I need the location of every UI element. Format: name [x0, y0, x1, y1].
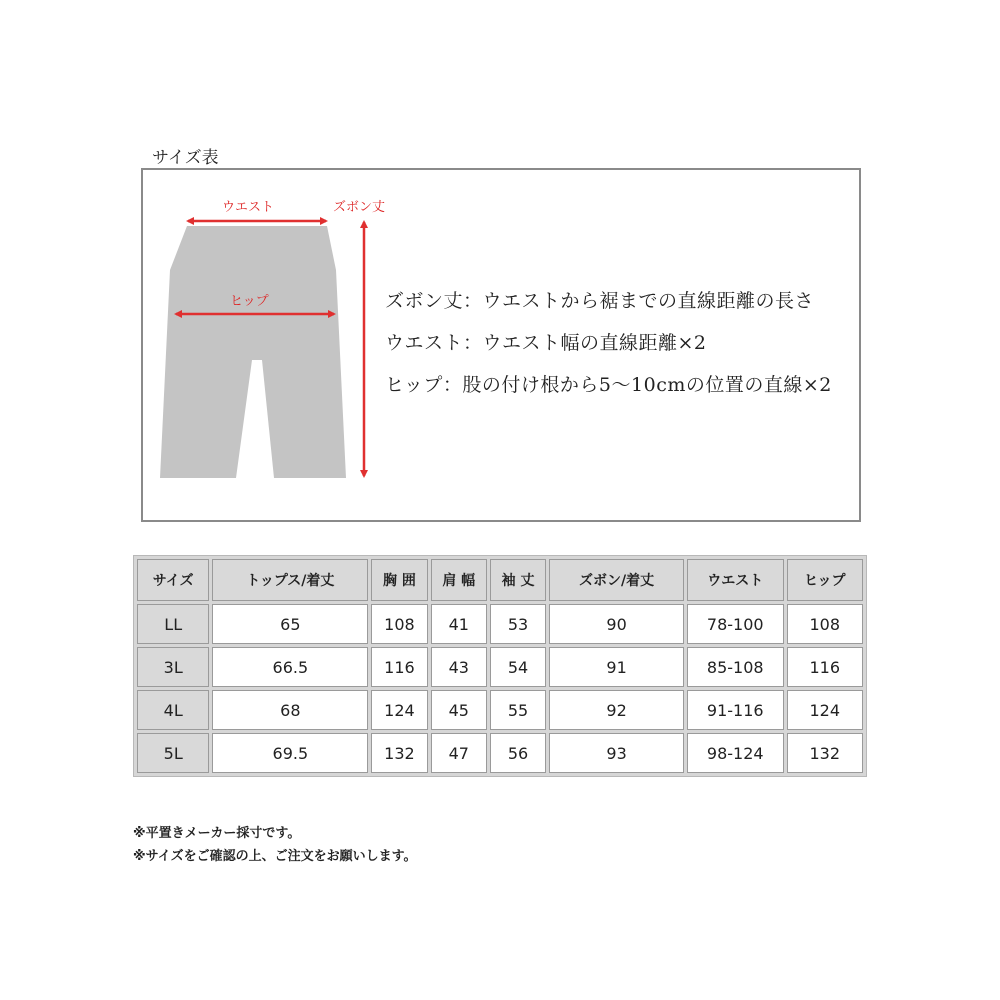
table-cell: 56 — [490, 733, 546, 773]
hip-description: ヒップ：股の付け根から5～10cmの位置の直線×2 — [385, 374, 832, 396]
header-hip: ヒップ — [787, 559, 863, 601]
table-cell: 90 — [549, 604, 684, 644]
table-row — [137, 733, 863, 773]
hip-label: ヒップ — [230, 294, 269, 309]
table-row — [137, 604, 863, 644]
table-cell: 66.5 — [212, 647, 368, 687]
table-cell: 65 — [212, 604, 368, 644]
size-cell: 3L — [137, 647, 209, 687]
table-row — [137, 647, 863, 687]
table-cell: 78-100 — [687, 604, 784, 644]
header-pants-length: ズボン/着丈 — [549, 559, 684, 601]
waist-description: ウエスト：ウエスト幅の直線距離×2 — [385, 332, 707, 354]
table-cell: 92 — [549, 690, 684, 730]
section-title: サイズ表 — [152, 148, 219, 168]
table-header-row — [137, 559, 863, 601]
note-confirm: ※サイズをご確認の上、ご注文をお願いします。 — [133, 849, 417, 864]
table-cell: 116 — [371, 647, 427, 687]
length-label: ズボン丈 — [333, 200, 386, 215]
table-row — [137, 690, 863, 730]
table-cell: 43 — [431, 647, 487, 687]
table-cell: 91 — [549, 647, 684, 687]
table-cell: 132 — [787, 733, 863, 773]
size-cell: 5L — [137, 733, 209, 773]
table-cell: 45 — [431, 690, 487, 730]
table-cell: 85-108 — [687, 647, 784, 687]
length-description: ズボン丈：ウエストから裾までの直線距離の長さ — [385, 290, 815, 312]
note-measurement: ※平置きメーカー採寸です。 — [133, 826, 301, 841]
table-cell: 47 — [431, 733, 487, 773]
header-chest: 胸 囲 — [371, 559, 427, 601]
table-cell: 124 — [371, 690, 427, 730]
size-table — [133, 555, 867, 777]
table-cell: 93 — [549, 733, 684, 773]
table-cell: 69.5 — [212, 733, 368, 773]
header-tops-length: トップス/着丈 — [212, 559, 368, 601]
header-waist: ウエスト — [687, 559, 784, 601]
header-sleeve: 袖 丈 — [490, 559, 546, 601]
size-cell: LL — [137, 604, 209, 644]
table-cell: 124 — [787, 690, 863, 730]
table-cell: 55 — [490, 690, 546, 730]
header-shoulder: 肩 幅 — [431, 559, 487, 601]
waist-label: ウエスト — [222, 200, 275, 215]
pants-shape — [160, 226, 346, 478]
table-cell: 116 — [787, 647, 863, 687]
table-cell: 108 — [787, 604, 863, 644]
table-cell: 41 — [431, 604, 487, 644]
table-cell: 53 — [490, 604, 546, 644]
table-cell: 68 — [212, 690, 368, 730]
table-cell: 132 — [371, 733, 427, 773]
header-size: サイズ — [137, 559, 209, 601]
size-cell: 4L — [137, 690, 209, 730]
table-cell: 108 — [371, 604, 427, 644]
table-cell: 54 — [490, 647, 546, 687]
table-cell: 98-124 — [687, 733, 784, 773]
table-cell: 91-116 — [687, 690, 784, 730]
